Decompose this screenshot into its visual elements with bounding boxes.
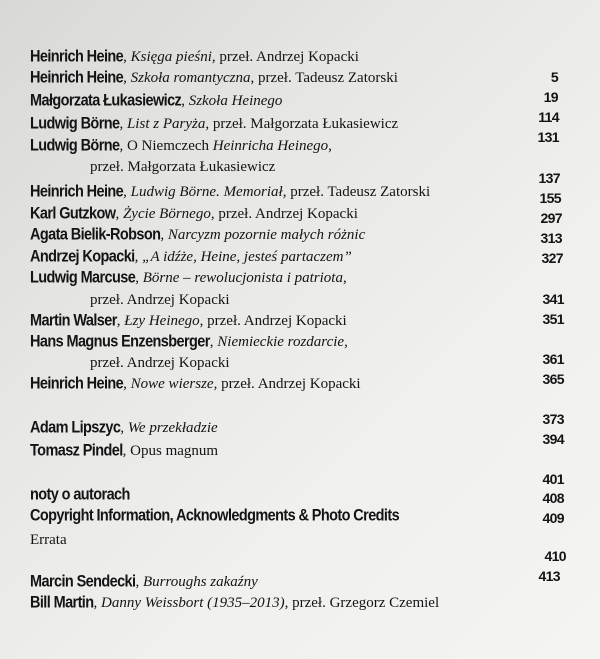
entry-translator: , przeł. Andrzej Kopacki [211, 49, 359, 65]
entry-separator: , [135, 270, 143, 286]
entry-title: Szkoła romantyczna [130, 70, 251, 86]
entry-author: Heinrich Heine [30, 375, 124, 393]
entry-author: Agata Bielik-Robson [30, 226, 161, 244]
toc-entry [30, 594, 439, 612]
toc-continuation: przeł. Małgorzata Łukasiewicz [90, 159, 276, 175]
toc-continuation: przeł. Andrzej Kopacki [90, 355, 230, 371]
page-number: 408 [542, 490, 564, 506]
page-number: 413 [538, 568, 560, 584]
entry-author: Ludwig Börne [30, 137, 120, 155]
toc-entry [30, 115, 398, 133]
entry-author: Copyright Information, Acknowledgments & Photo Credits [30, 507, 400, 525]
entry-separator: , [135, 574, 143, 590]
entry-author: Karl Gutzkow [30, 205, 116, 223]
toc-continuation: przeł. Andrzej Kopacki [90, 292, 230, 308]
page-number: 5 [550, 69, 558, 85]
entry-title: Życie Börnego [122, 206, 211, 222]
entry-title: Danny Weissbort (1935–2013) [101, 595, 285, 611]
entry-author: Heinrich Heine [30, 183, 124, 201]
toc-entry [30, 442, 218, 460]
page-number: 365 [542, 371, 564, 387]
entry-separator: , Opus magnum [122, 443, 219, 459]
entry-author: Bill Martin [30, 594, 94, 612]
entry-translator: , [344, 334, 348, 350]
entry-title: „A idźże, Heine, jesteś partaczem” [142, 249, 352, 265]
entry-translator: , przeł. Tadeusz Zatorski [282, 184, 431, 200]
entry-author: Martin Walser [30, 312, 117, 330]
entry-author: Małgorzata Łukasiewicz [30, 92, 182, 110]
entry-separator: , [116, 313, 125, 329]
entry-title: List z Paryża [126, 116, 206, 132]
page-number: 313 [540, 230, 562, 246]
entry-title: Szkoła Heinego [188, 93, 283, 109]
page-number: 297 [540, 210, 562, 226]
entry-author: Ludwig Marcuse [30, 269, 136, 287]
entry-translator: , przeł. Grzegorz Czemiel [284, 595, 440, 611]
entry-separator: , O Niemczech [119, 138, 213, 154]
page-number: 327 [541, 250, 563, 266]
entry-title: Börne – rewolucjonista i patriota [142, 270, 343, 286]
entry-author: Heinrich Heine [30, 48, 124, 66]
entry-author: Hans Magnus Enzensberger [30, 333, 210, 351]
toc-entry [30, 226, 365, 244]
entry-translator: , [328, 138, 332, 154]
entry-author: noty o autorach [30, 486, 130, 504]
entry-separator: , [134, 249, 143, 265]
toc-entry [30, 573, 258, 591]
entry-translator: , przeł. Tadeusz Zatorski [250, 70, 398, 86]
entry-author: Ludwig Börne [30, 115, 120, 133]
entry-author: Heinrich Heine [30, 69, 124, 87]
entry-author: Tomasz Pindel [30, 442, 123, 460]
toc-entry [30, 205, 358, 223]
page-number: 114 [538, 109, 559, 125]
entry-separator: , [123, 49, 131, 65]
toc-entry [30, 248, 352, 266]
entry-separator: , [181, 93, 189, 109]
entry-translator: , przeł. Małgorzata Łukasiewicz [205, 116, 399, 132]
entry-author: Adam Lipszyc [30, 419, 121, 437]
entry-title: Heinricha Heinego [212, 138, 329, 154]
page-number: 19 [543, 89, 558, 105]
entry-title: Ludwig Börne. Memoriał [130, 184, 283, 200]
entry-separator: , [93, 595, 101, 611]
page-number: 137 [538, 170, 560, 186]
entry-separator: Errata [30, 532, 67, 548]
entry-separator: , [123, 70, 131, 86]
toc-entry [30, 69, 398, 87]
page-number: 131 [537, 129, 559, 145]
entry-separator: , [123, 184, 131, 200]
entry-author: Andrzej Kopacki [30, 248, 135, 266]
page-number: 409 [542, 510, 564, 526]
toc-entry [30, 375, 361, 393]
entry-separator: , [209, 334, 218, 350]
toc-entry [30, 419, 218, 437]
page-number: 410 [544, 548, 566, 564]
toc-entry [30, 531, 67, 549]
page-number: 373 [542, 411, 564, 427]
entry-separator: , [115, 206, 123, 222]
entry-translator: , [342, 270, 347, 286]
toc-entry [30, 92, 282, 110]
page-number: 361 [542, 351, 564, 367]
toc-entry [30, 312, 347, 330]
entry-translator: , przeł. Andrzej Kopacki [213, 376, 361, 392]
toc-entry [30, 48, 359, 66]
toc-entry [30, 333, 348, 351]
entry-title: Łzy Heinego [124, 313, 200, 329]
entry-translator: , przeł. Andrzej Kopacki [210, 206, 358, 222]
entry-title: Narcyzm pozornie małych różnic [167, 227, 366, 243]
page-number: 341 [542, 291, 564, 307]
entry-separator: , [160, 227, 168, 243]
entry-separator: , [123, 376, 131, 392]
toc-entry [30, 486, 130, 504]
toc-entry [30, 507, 399, 525]
entry-separator: , [120, 420, 128, 436]
entry-author: Marcin Sendecki [30, 573, 136, 591]
toc-entry [30, 183, 430, 201]
entry-title: We przekładzie [127, 420, 218, 436]
entry-separator: , [119, 116, 127, 132]
toc-entry [30, 137, 332, 155]
entry-title: Niemieckie rozdarcie [217, 334, 345, 350]
entry-translator: , przeł. Andrzej Kopacki [199, 313, 347, 329]
page-number: 401 [542, 471, 564, 487]
toc-entry [30, 269, 347, 287]
page-number: 351 [542, 311, 564, 327]
entry-title: Nowe wiersze [130, 376, 214, 392]
entry-title: Księga pieśni [130, 49, 212, 65]
page-number: 155 [539, 190, 561, 206]
entry-title: Burroughs zakaźny [142, 574, 258, 590]
page-number: 394 [542, 431, 564, 447]
